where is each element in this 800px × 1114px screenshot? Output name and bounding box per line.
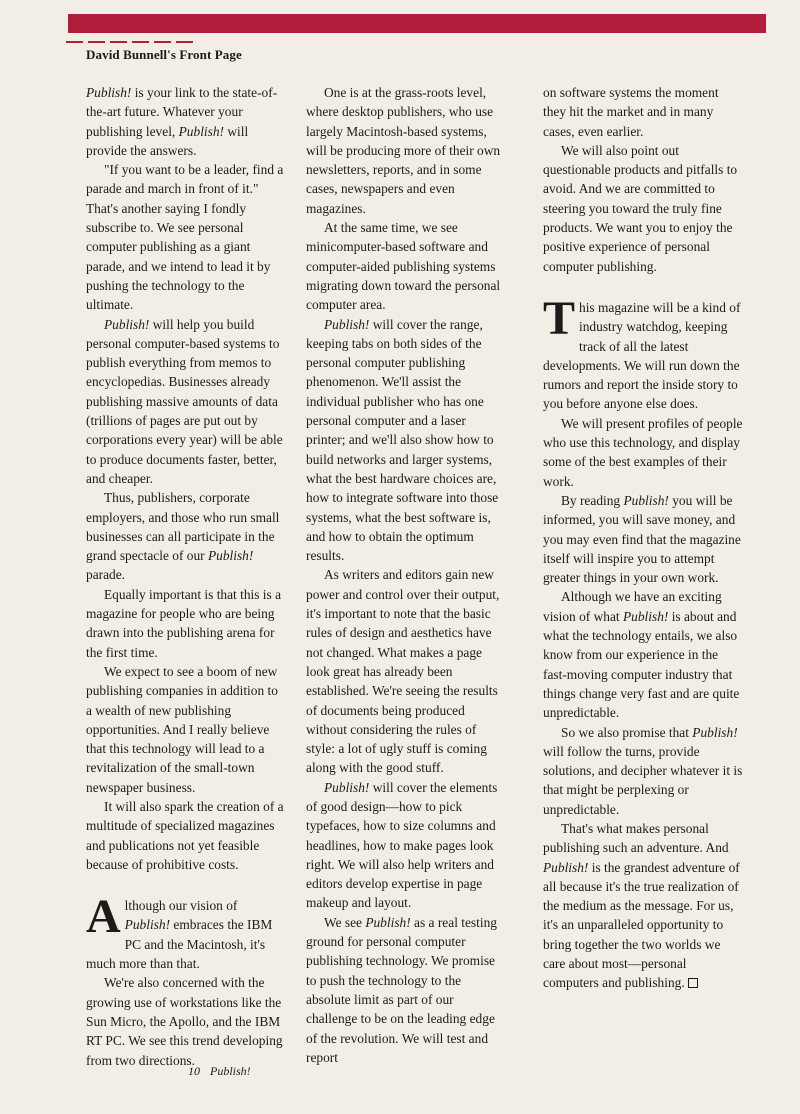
paragraph-text: will help you build personal computer-based systems to publish everything from memos to encyclopedias. Businesses already publishing massive amounts of data (trillions of pages are put out by corporations every year) will be able to produce documents faster, better, and cheaper. xyxy=(86,316,283,486)
paragraph xyxy=(543,587,743,722)
paragraph-text: will cover the range, keeping tabs on both sides of the personal computer publishing phenomenon. We'll assist the individual publisher who has one personal computer and a laser printer; and we'll also show how to build networks and larger systems, what the best hardware choices are, how to integrate software into those systems, what the best software is, and how to obtain the optimum results. xyxy=(306,316,499,564)
paragraph-text: will cover the elements of good design—how to pick typefaces, how to size columns and headlines, how to make pages look right. We will also help writers and editors develop expertise in page makeup and layout. xyxy=(306,779,498,911)
paragraph xyxy=(306,83,506,218)
paragraph-text: will follow the turns, provide solutions, and decipher whatever it is that might be perplexing or unpredictable. xyxy=(543,743,743,817)
paragraph xyxy=(306,913,506,1067)
paragraph xyxy=(86,488,286,584)
header-dash-rule xyxy=(66,41,198,43)
italic-title-text: Publish! xyxy=(324,316,370,332)
page-folio xyxy=(188,1064,251,1079)
paragraph-text: is your link to the state-of-the-art future. Whatever your publishing level, xyxy=(86,85,278,139)
paragraph xyxy=(543,83,743,141)
paragraph-text: is the grandest adventure of all because it's the true realization of the medium as the message. For us, it's an unparalleled opportunity to bring together the two worlds we care about most—personal computers and publishing. xyxy=(543,859,740,991)
paragraph-text: as a real testing ground for personal computer publishing technology. We promise to push the technology to the absolute limit as part of our challenge to be on the leading edge of the revolution. We will test and report xyxy=(306,914,497,1065)
italic-title-text: Publish! xyxy=(178,123,225,139)
article-column-2 xyxy=(306,83,506,1067)
paragraph-text: We expect to see a boom of new publishing companies in addition to a wealth of new publishing opportunities. And I really believe that this technology will lead to a revitalization of the small-town newspaper business. xyxy=(86,663,278,795)
paragraph xyxy=(306,218,506,314)
italic-title-text: Publish! xyxy=(86,85,132,100)
paragraph-text: you will be informed, you will save money, and you may even find that the magazine itself will inspire you to attempt greater things in your own work. xyxy=(543,492,741,586)
paragraph xyxy=(543,723,743,819)
paragraph xyxy=(86,315,286,489)
italic-title-text: Publish! xyxy=(692,724,738,740)
paragraph-text: By reading xyxy=(561,492,624,508)
paragraph xyxy=(543,141,743,276)
paragraph-text: Thus, publishers, corporate employers, and those who run small businesses can all participate in the grand spectacle of our xyxy=(86,490,280,564)
paragraph-text: We will present profiles of people who use this technology, and display some of the best examples of their work. xyxy=(543,415,743,489)
paragraph-text: At the same time, we see minicomputer-based software and computer-aided publishing systems migrating down toward the personal computer area. xyxy=(306,220,501,313)
paragraph-text: is about and what the technology entails, we also know from our experience in the fast-moving computer industry that things change very fast and are quite unpredictable. xyxy=(543,608,740,721)
paragraph-text: lthough our vision of xyxy=(124,898,238,914)
paragraph xyxy=(86,973,286,1069)
paragraph xyxy=(86,160,286,314)
paragraph xyxy=(306,778,506,913)
italic-title-text: Publish! xyxy=(124,917,171,933)
italic-title-text: Publish! xyxy=(543,859,589,875)
column-header-title: David Bunnell's Front Page xyxy=(86,47,242,62)
paragraph xyxy=(86,662,286,797)
paragraph-text: embraces the IBM PC and the Macintosh, it's much more than that. xyxy=(86,917,273,972)
paragraph xyxy=(86,797,286,874)
paragraph-text: So we also promise that xyxy=(561,724,693,740)
article-column-3 xyxy=(543,83,743,993)
paragraph-text: We're also concerned with the growing use of workstations like the Sun Micro, the Apollo, and the IBM RT PC. We see this trend developing from two directions. xyxy=(86,975,283,1068)
paragraph-text: his magazine will be a kind of industry watchdog, keeping track of all the latest developments. We will run down the rumors and report the inside story to you before anyone else does. xyxy=(543,299,741,412)
paragraph-text: Although we have an exciting vision of what xyxy=(543,589,722,624)
paragraph-text: We will also point out questionable products and pitfalls to avoid. And we are committed to steering you toward the truly fine products. We want you to enjoy the positive experience of personal computer publishing. xyxy=(543,142,738,274)
italic-title-text: Publish! xyxy=(623,492,669,508)
paragraph xyxy=(86,83,286,160)
page-number: 10 xyxy=(188,1064,200,1078)
italic-title-text: Publish! xyxy=(622,608,669,624)
paragraph-text: It will also spark the creation of a multitude of specialized magazines and publications not yet feasible because of prohibitive costs. xyxy=(86,798,284,872)
italic-title-text: Publish! xyxy=(104,316,150,332)
paragraph-text: parade. xyxy=(86,567,126,583)
article-column-1 xyxy=(86,83,286,1070)
italic-title-text: Publish! xyxy=(324,779,370,795)
end-of-article-box-icon xyxy=(688,978,698,988)
paragraph-text: on software systems the moment they hit the market and in many cases, even earlier. xyxy=(543,85,719,139)
paragraph xyxy=(543,819,743,993)
italic-title-text: Publish! xyxy=(365,914,411,930)
paragraph xyxy=(306,565,506,777)
paragraph-text: will provide the answers. xyxy=(86,123,249,158)
paragraph xyxy=(543,491,743,587)
paragraph-text: Equally important is that this is a magazine for people who are being drawn into the publishing arena for the first time. xyxy=(86,586,282,660)
paragraph-text: As writers and editors gain new power and control over their output, it's important to note that the basic rules of design and aesthetics have not changed. What makes a page look great has already been established. We're seeing the results of documents being produced without considering the rules of style: a lot of ugly stuff is coming along with the good stuff. xyxy=(306,567,500,776)
italic-title-text: Publish! xyxy=(207,548,254,564)
paragraph xyxy=(543,414,743,491)
paragraph-text: One is at the grass-roots level, where desktop publishers, who use largely Macintosh-based systems, will be producing more of their own newsletters, reports, and in some cases, newspapers and even magazines. xyxy=(306,85,501,216)
paragraph-text: We see xyxy=(324,914,366,930)
paragraph-text: That's what makes personal publishing such an adventure. And xyxy=(543,820,729,856)
folio-magazine-name: Publish! xyxy=(210,1064,251,1078)
paragraph xyxy=(86,890,286,973)
paragraph-text: "If you want to be a leader, find a parade and march in front of it." That's another saying I fondly subscribe to. We see personal computer publishing as a giant parade, and we intend to lead it by pushing the technology to the ultimate. xyxy=(86,162,284,313)
paragraph xyxy=(86,585,286,662)
top-color-band xyxy=(68,14,766,33)
paragraph xyxy=(306,315,506,566)
paragraph xyxy=(543,291,743,414)
drop-cap: T xyxy=(543,291,576,345)
drop-cap: A xyxy=(86,890,121,944)
